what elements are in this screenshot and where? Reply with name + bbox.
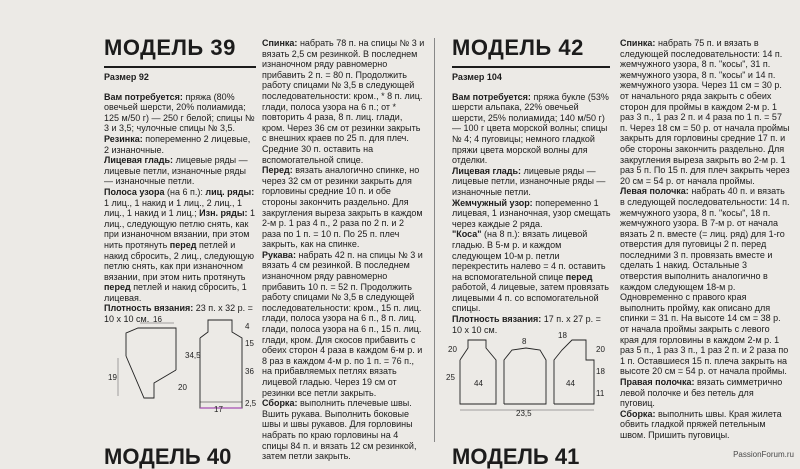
model39-diagram xyxy=(104,315,257,414)
model39-dim-25: 2,5 xyxy=(245,399,257,408)
model42-dim-20a: 20 xyxy=(448,345,457,354)
model39-sleeve: Рукава: набрать 42 п. на спицы № 3 и вязать 4 см резинкой. В последнем изнаночном ряду равномерно прибавить 10 п. = 52 п. Продолжить работу спицами № 3,5 в следующей последовательности: кром., 15 п. лиц. глади, полоса узора на 6 п., 8 п. лиц. глади, полоса узора на 6 п., 15 п. лиц. глади, кром. Для скосов прибавить с обеих сторон 4 раза в каждом 6-м р. и 8 раз в каждом 4-м р. по 1 п. = 76 п., на прибавляемых петлях вязать лицевой гладью. Через 19 см от резинки все петли закрыть. xyxy=(262,249,423,398)
model42-left-front: Левая полочка: набрать 40 п. и вязать в следующей последовательности: 14 п. жемчужного узора, 8 п. "косы", 18 п. жемчужного узора. В 7-м р. от начала вязать 2 п. вместе (= лиц. ряд) для 1-го отверстия для пуговицы 2 п. перед последними 3 п. провязать вместе и сделать 1 накид. Остальные 3 отверстия выполнить аналогично в каждом следующем 18-м р. Одновременно с правого края выполнить пройму, как описано для спинки = 31 п. На высоте 14 см = 38 р. от начала проймы закрыть с левого края для горловины в каждом 2-м р. 1 раз 5 п., 1 раз 3 п., 1 раз 2 п. и 2 раза по 1 п. Оставшиеся 15 п. плеча закрыть на высоте 20 см = 54 р. от начала проймы. xyxy=(620,186,790,377)
model42-dim-11: 11 xyxy=(596,389,605,398)
model42-text-left xyxy=(452,72,612,335)
model42-dim-44b: 44 xyxy=(566,379,575,388)
model39-stockinette: Лицевая гладь: лицевые ряды — лицевые петли, изнаночные ряды — изнаночные петли. xyxy=(104,155,248,187)
watermark: PassionForum.ru xyxy=(733,450,794,459)
model39-text-left xyxy=(104,72,256,325)
model42-size: Размер 104 xyxy=(452,72,502,82)
model42-materials: Вам потребуется: пряжа букле (53% шерсти альпака, 22% овечьей шерсти, 25% полиамида; 140 м/50 г) — 100 г цвета морской волны; спицы № 4; 4 пуговицы; немного гладкой пряжи цвета морской волны для отделки. xyxy=(452,91,609,166)
model42-right-front: Правая полочка: вязать симметрично левой полочке и без петель для пуговиц. xyxy=(620,377,783,409)
model42-left-column xyxy=(452,36,612,60)
model42-dim-44a: 44 xyxy=(474,379,483,388)
model39-dim-15: 15 xyxy=(245,339,254,348)
model42-title: МОДЕЛЬ 42 xyxy=(452,35,584,60)
model39-dim-16: 16 xyxy=(153,315,162,324)
model42-stockinette: Лицевая гладь: лицевые ряды — лицевые петли, изнаночные ряды — изнаночные петли. xyxy=(452,165,606,197)
model39-front: Перед: вязать аналогично спинке, но через 32 см от резинки закрыть для горловины средние 10 п. и обе стороны закончить раздельно. Для закругления выреза закрыть в каждом 2-м р. 1 раз 4 п., 2 раза по 2 п. и 2 раза по 1 п. = 10 п. По 25 п. плеч закрыть, как на спинке. xyxy=(262,165,423,250)
model42-braid: "Коса" (на 8 п.): вязать лицевой гладью. В 5-м р. и каждом следующем 10-м р. петли перекрестить налево = 4 п. оставить на вспомогательной спице перед работой, 4 лицевые, затем провязать лицевыми 4 п. со вспомогательной спицы. xyxy=(452,229,609,314)
model42-dim-18: 18 xyxy=(596,367,605,376)
model42-density: Плотность вязания: 17 п. x 27 р. = 10 x 10 см. xyxy=(452,314,601,335)
model39-density: Плотность вязания: 23 п. x 32 р. = 10 x 10 см. xyxy=(104,303,253,325)
model39-title: МОДЕЛЬ 39 xyxy=(104,35,236,60)
model42-pearl: Жемчужный узор: попеременно 1 лицевая, 1 изнаночная, узор смещать через каждые 2 ряда. xyxy=(452,197,611,229)
model42-dim-8: 8 xyxy=(522,337,527,346)
model39-materials: Вам потребуется: пряжа (80% овечьей шерсти, 20% полиамида; 125 м/50 г) — 250 г белой; спицы № 3 и 3,5; чулочные спицы № 3,5. xyxy=(104,91,255,134)
model39-title-rule xyxy=(104,66,256,68)
model39-dim-19: 19 xyxy=(108,373,117,382)
model39-left-column xyxy=(104,36,256,60)
model39-back: Спинка: набрать 78 п. на спицы № 3 и вязать 2,5 см резинкой. В последнем изнаночном ряду равномерно прибавить 2 п. = 80 п. Продолжить работу спицами № 3,5 в следующей последовательности: кром., * 8 п. лиц. глади, полоса узора на 6 п.; от * повторить 4 раза, 8 п. лиц. глади, кром. Через 36 см от резинки закрыть с внешних краев по 25 п. для плеч. Средние 30 п. оставить на вспомогательной спице. xyxy=(262,38,425,165)
model42-title-rule xyxy=(452,66,610,68)
model39-rib: Резинка: попеременно 2 лицевые, 2 изнаночные. xyxy=(104,133,251,155)
model42-dim-25: 25 xyxy=(446,373,455,382)
model39-dim-4: 4 xyxy=(245,322,250,331)
model39-dim-36: 36 xyxy=(245,367,254,376)
model39-dim-20: 20 xyxy=(178,383,187,392)
column-divider xyxy=(434,38,435,442)
next-model-title-left: МОДЕЛЬ 40 xyxy=(104,444,232,469)
model39-dim-17: 17 xyxy=(214,405,223,414)
model42-assembly: Сборка: выполнить швы. Края жилета обвить гладкой пряжей петельным швом. Пришить пуговицы. xyxy=(620,408,782,440)
model42-text-right xyxy=(620,38,790,441)
model42-diagram xyxy=(446,331,616,418)
model39-size: Размер 92 xyxy=(104,72,149,82)
model39-stripe: Полоса узора (на 6 п.): лиц. ряды: 1 лиц., 1 накид и 1 лиц., 2 лиц., 1 лиц., 1 накид и 1 лиц.; Изн. ряды: 1 лиц., следующую петлю снять, как при изнаночном вязании, при этом нить протянуть перед петлей и накид сбросить, 2 лиц., следующую петлю снять, как при изнаночном вязании, при этом нить протянуть перед петлей и накид сбросить, 1 лицевая. xyxy=(104,186,256,303)
model42-back: Спинка: набрать 75 п. и вязать в следующей последовательности: 14 п. жемчужного узора, 8 п. "косы", 31 п. жемчужного узора, 8 п. "косы" и 14 п. жемчужного узора. Через 11 см = 30 р. от начального ряда закрыть с обеих сторон для проймы в каждом 2-м р. 1 раз 3 п., 1 раз 2 п. и 4 раза по 1 п. = 57 п. Через 18 см = 50 р. от начала проймы закрыть для горловины средние 17 п. и обе стороны закончить раздельно. Для закругления выреза закрыть во 2-м р. 1 раз 5 п. По 15 п. для плеч закрыть через 20 см = 54 р. от начала проймы. xyxy=(620,38,790,186)
model39-dim-345: 34,5 xyxy=(185,351,201,360)
model42-dim-235: 23,5 xyxy=(516,409,532,418)
model42-dim-20b: 20 xyxy=(596,345,605,354)
next-model-title-right: МОДЕЛЬ 41 xyxy=(452,444,580,469)
model39-assembly: Сборка: выполнить плечевые швы. Вшить рукава. Выполнить боковые швы и швы рукавов. Для горловины набрать по краю горловины на 4 спицы 84 п. и вязать 12 см резинкой, затем петли закрыть. xyxy=(262,398,417,462)
model39-text-right xyxy=(262,38,425,462)
model42-dim-18b: 18 xyxy=(558,331,567,340)
